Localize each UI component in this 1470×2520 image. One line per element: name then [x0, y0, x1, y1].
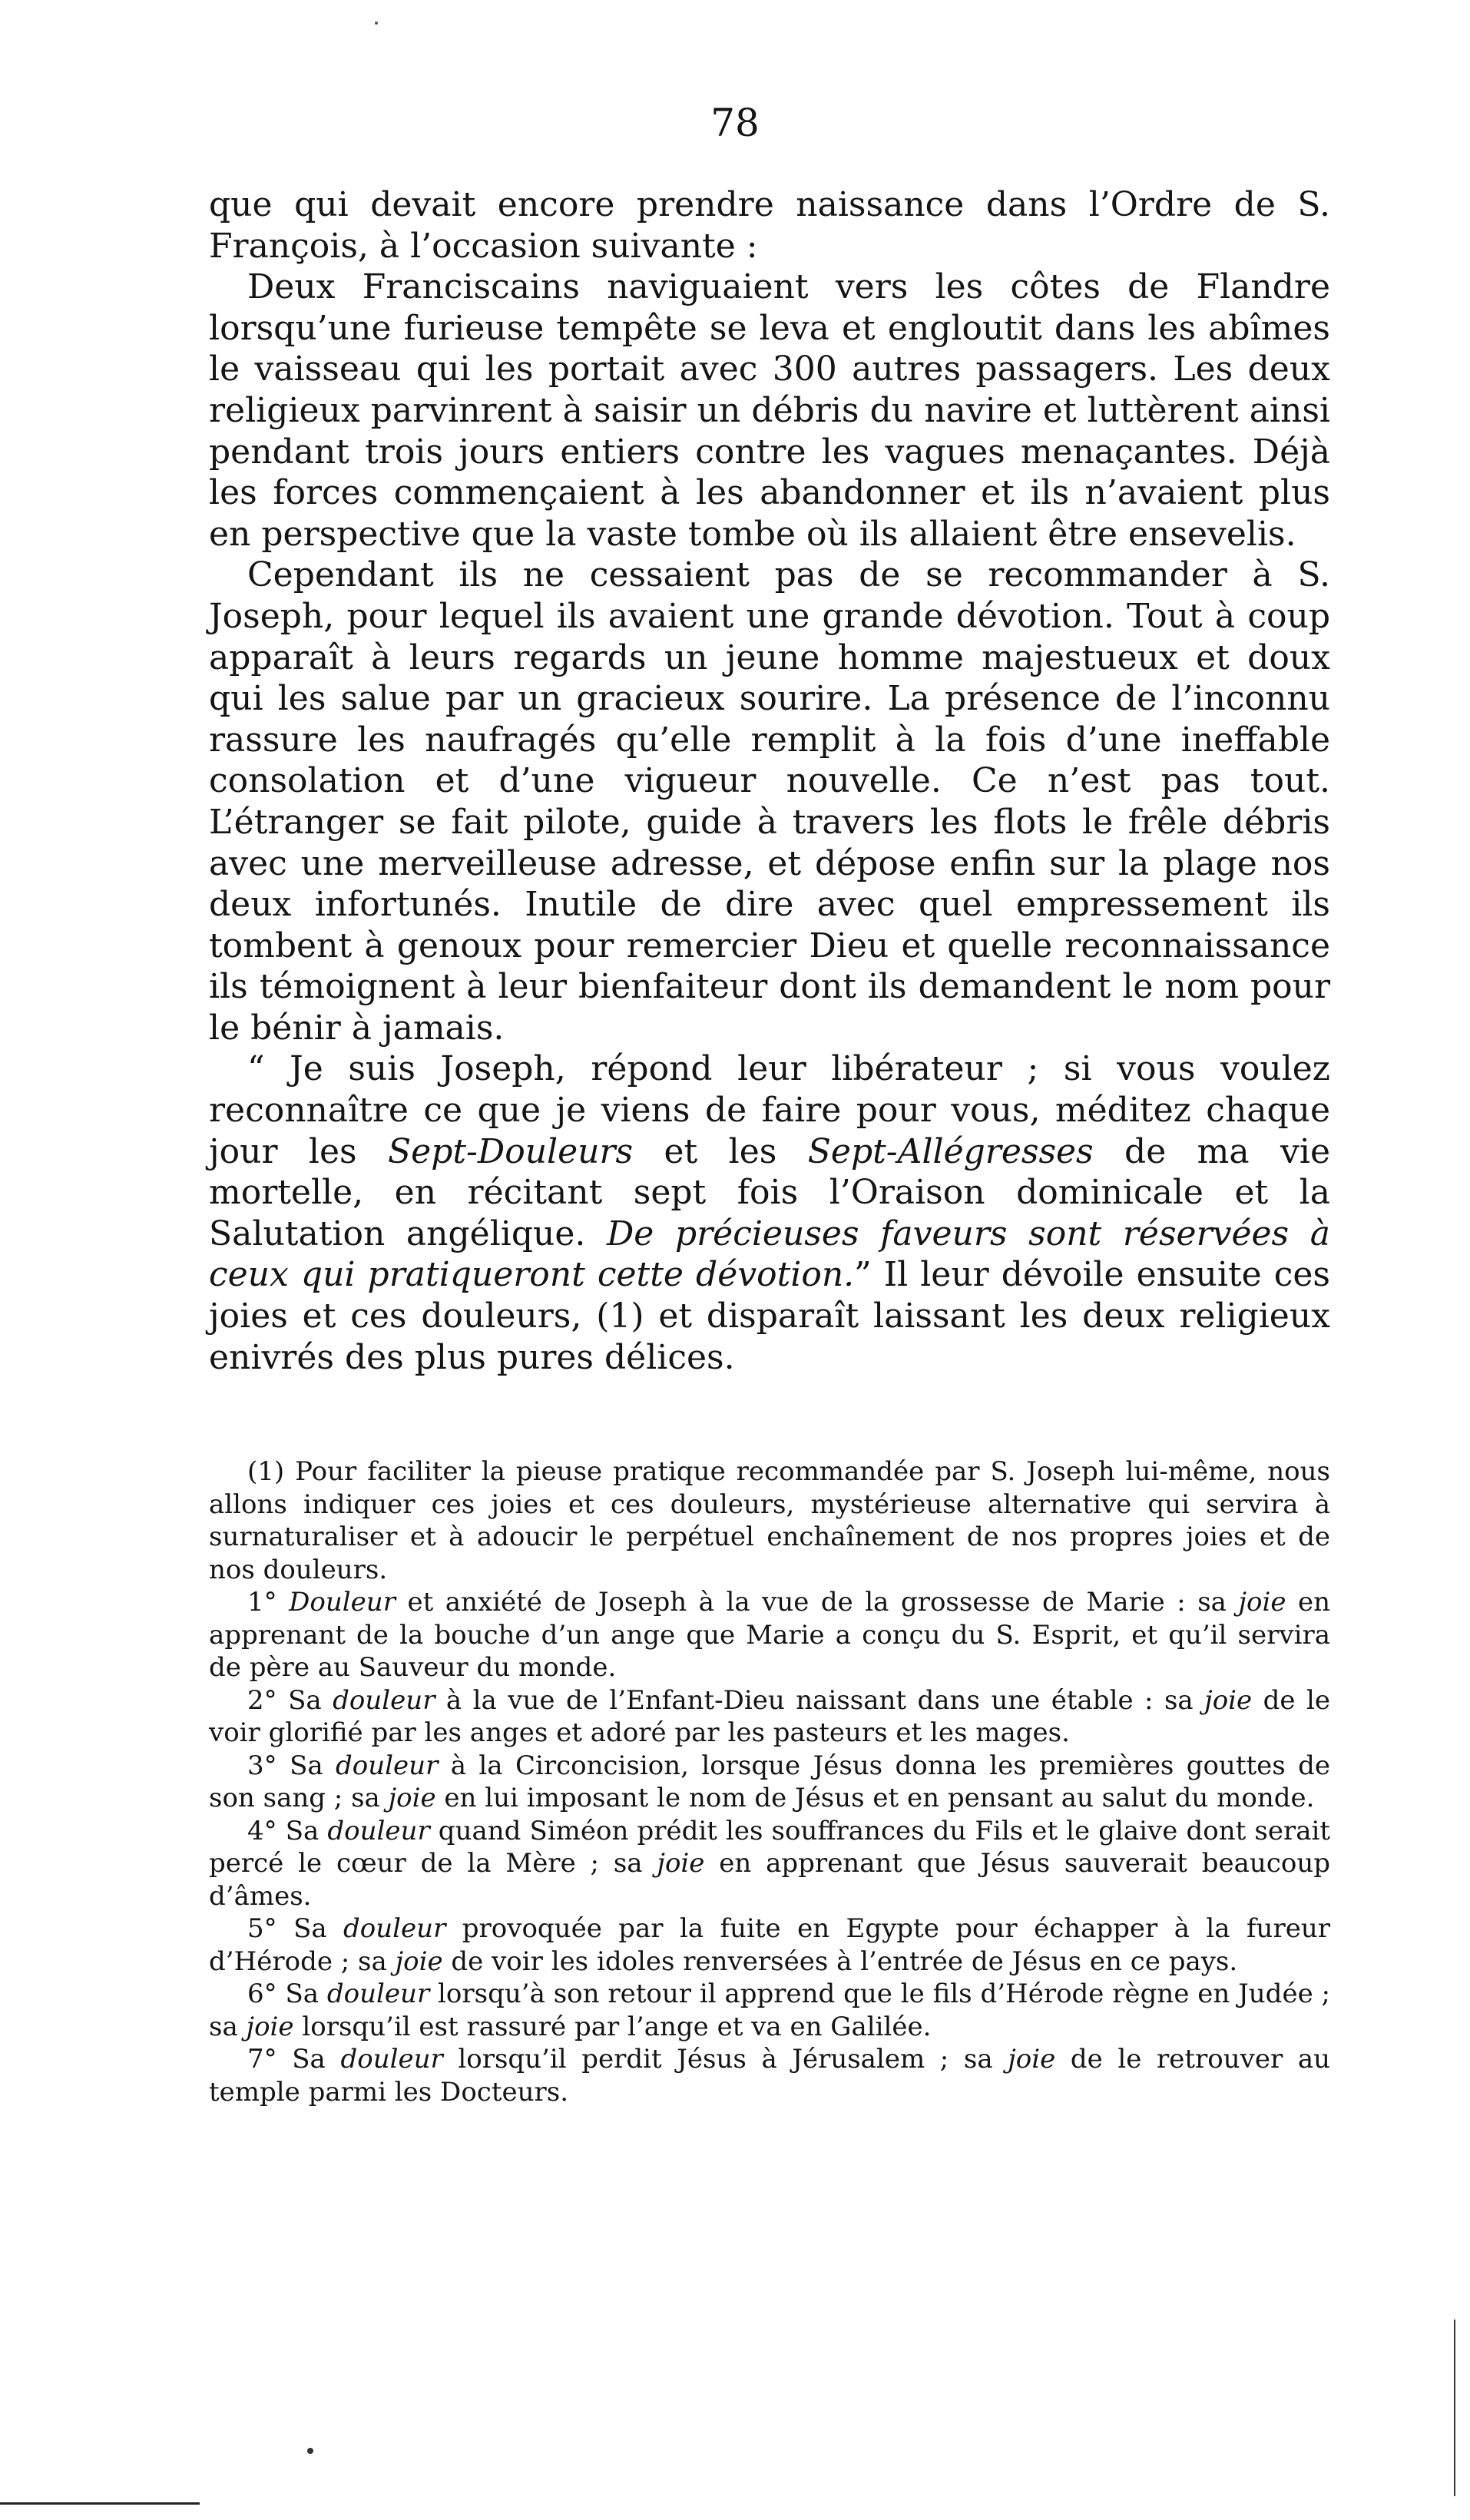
footnote-item — [209, 1815, 1330, 1913]
item-text: et anxiété de Joseph à la vue de la grossesse de Marie : sa — [395, 1587, 1239, 1618]
footnotes — [209, 1455, 1330, 2108]
item-number: 7° — [247, 2044, 277, 2075]
item-joie: joie — [1008, 2044, 1056, 2075]
quote-text: “ Je suis Joseph, répond leur libérateur ; si vous voulez reconnaître ce que je viens de faire pour vous, méditez chaque jour les — [209, 1049, 1330, 1171]
item-douleur: Douleur — [289, 1587, 396, 1618]
item-text: lorsqu’il perdit Jésus à Jérusalem ; sa — [442, 2044, 1008, 2075]
item-number: 5° — [247, 1913, 277, 1944]
item-joie: joie — [1238, 1587, 1286, 1618]
item-joie: joie — [388, 1783, 436, 1813]
item-number: 2° — [247, 1684, 277, 1716]
item-joie: joie — [657, 1848, 705, 1879]
item-number: 1° — [247, 1587, 277, 1618]
item-text: Sa — [290, 1750, 336, 1781]
footnote-item — [209, 1912, 1330, 1978]
item-douleur: douleur — [326, 1979, 430, 2009]
item-douleur: douleur — [333, 1684, 435, 1716]
item-text: provoquée par la fuite en Egypte pour échapper à la fureur d’Hérode ; sa — [209, 1913, 1330, 1977]
item-text: en apprenant que Jésus sauverait beaucoup d’âmes. — [209, 1848, 1330, 1912]
item-number: 6° — [247, 1979, 277, 2009]
item-text: Sa — [285, 1979, 327, 2009]
emphasis-promise: De précieuses faveurs sont réservées à ceux qui pratiqueront cette dévotion. — [209, 1214, 1330, 1295]
footnote-item — [209, 1586, 1330, 1684]
quote-text: et les — [633, 1131, 808, 1171]
item-text: à la vue de l’Enfant-Dieu naissant dans une étable : sa — [435, 1684, 1205, 1716]
item-number: 4° — [247, 1815, 277, 1846]
item-douleur: douleur — [336, 1750, 439, 1781]
main-text — [209, 184, 1330, 1378]
paragraph: Cependant ils ne cessaient pas de se recommander à S. Joseph, pour lequel ils avaient une grande dévotion. Tout à coup apparaît à leurs regards un jeune homme majestueux et doux qui les salue par un gracieux sourire. La présence de l’inconnu rassure les naufragés qu’elle remplit à la fois d’une ineffable consolation et d’une vigueur nouvelle. Ce n’est pas tout. L’étranger se fait pilote, guide à travers les flots le frêle débris avec une merveilleuse adresse, et dépose enfin sur la plage nos deux infortunés. Inutile de dire avec quel empressement ils tombent à genoux pour remercier Dieu et quelle reconnaissance ils témoignent à leur bienfaiteur dont ils demandent le nom pour le bénir à jamais. — [209, 555, 1330, 1048]
item-text: quand Siméon prédit les souffrances du Fils et le glaive dont serait percé le cœur de la Mère ; sa — [209, 1815, 1331, 1879]
emphasis-sept-allegresses: Sept-Allégresses — [807, 1131, 1094, 1171]
item-text: Sa — [292, 2044, 341, 2075]
quote-text: de ma vie mortelle, en récitant sept fois l’Oraison dominicale et la Salutation angélique. — [209, 1131, 1331, 1253]
item-text: Sa — [293, 1913, 344, 1944]
item-douleur: douleur — [343, 1913, 446, 1944]
item-text: Sa — [285, 1815, 328, 1846]
item-text: de voir les idoles renversées à l’entrée de Jésus en ce pays. — [442, 1945, 1238, 1977]
item-text: lorsqu’à son retour il apprend que le fils d’Hérode règne en Judée ; sa — [209, 1979, 1330, 2042]
margin-line — [1454, 2320, 1455, 2496]
item-joie: joie — [1204, 1684, 1253, 1716]
item-joie: joie — [395, 1945, 443, 1977]
footnote-item — [209, 1978, 1330, 2043]
bottom-rule — [0, 2502, 200, 2505]
quote-paragraph — [209, 1048, 1330, 1378]
paragraph: que qui devait encore prendre naissance dans l’Ordre de S. François, à l’occasion suivante : — [209, 185, 1330, 266]
item-text: en lui imposant le nom de Jésus et en pensant au salut du monde. — [435, 1783, 1315, 1813]
item-text: à la Circoncision, lorsque Jésus donna les premières gouttes de son sang ; sa — [209, 1750, 1331, 1813]
footnote-item — [209, 2043, 1330, 2108]
item-joie: joie — [246, 2011, 294, 2042]
emphasis-sept-douleurs: Sept-Douleurs — [388, 1131, 634, 1171]
paragraph: Deux Franciscains naviguaient vers les côtes de Flandre lorsqu’une furieuse tempête se leva et engloutit dans les abîmes le vaisseau qui les portait avec 300 autres passagers. Les deux religieux parvinrent à saisir un débris du navire et luttèrent ainsi pendant trois jours entiers contre les vagues menaçantes. Déjà les forces commençaient à les abandonner et ils n’avaient plus en perspective que la vaste tombe où ils allaient être ensevelis. — [209, 267, 1330, 554]
item-douleur: douleur — [327, 1815, 430, 1846]
item-text: lorsqu’il est rassuré par l’ange et va en Galilée. — [293, 2011, 932, 2042]
item-douleur: douleur — [340, 2044, 443, 2075]
footnote-item — [209, 1750, 1330, 1815]
item-text: de le voir glorifié par les anges et adoré par les pasteurs et les mages. — [209, 1684, 1331, 1748]
footnote-intro: (1) Pour faciliter la pieuse pratique recommandée par S. Joseph lui-même, nous allons indiquer ces joies et ces douleurs, mystérieuse alternative qui servira à surnaturaliser et à adoucir le perpétuel enchaînement de nos propres joies et de nos douleurs. — [209, 1456, 1330, 1585]
speck-mark — [375, 22, 378, 25]
item-number: 3° — [247, 1750, 277, 1781]
item-text: de le retrouver au temple parmi les Docteurs. — [209, 2044, 1330, 2108]
page-number: 78 — [710, 101, 760, 145]
footnote-item — [209, 1684, 1330, 1750]
item-text: Sa — [288, 1684, 333, 1716]
speck-mark — [307, 2448, 313, 2454]
quote-text: ” Il leur dévoile ensuite ces joies et ces douleurs, (1) et disparaît laissant les deux religieux enivrés des plus pures délices. — [209, 1255, 1330, 1377]
item-text: en apprenant de la bouche d’un ange que Marie a conçu du S. Esprit, et qu’il servira de père au Sauveur du monde. — [209, 1587, 1331, 1683]
